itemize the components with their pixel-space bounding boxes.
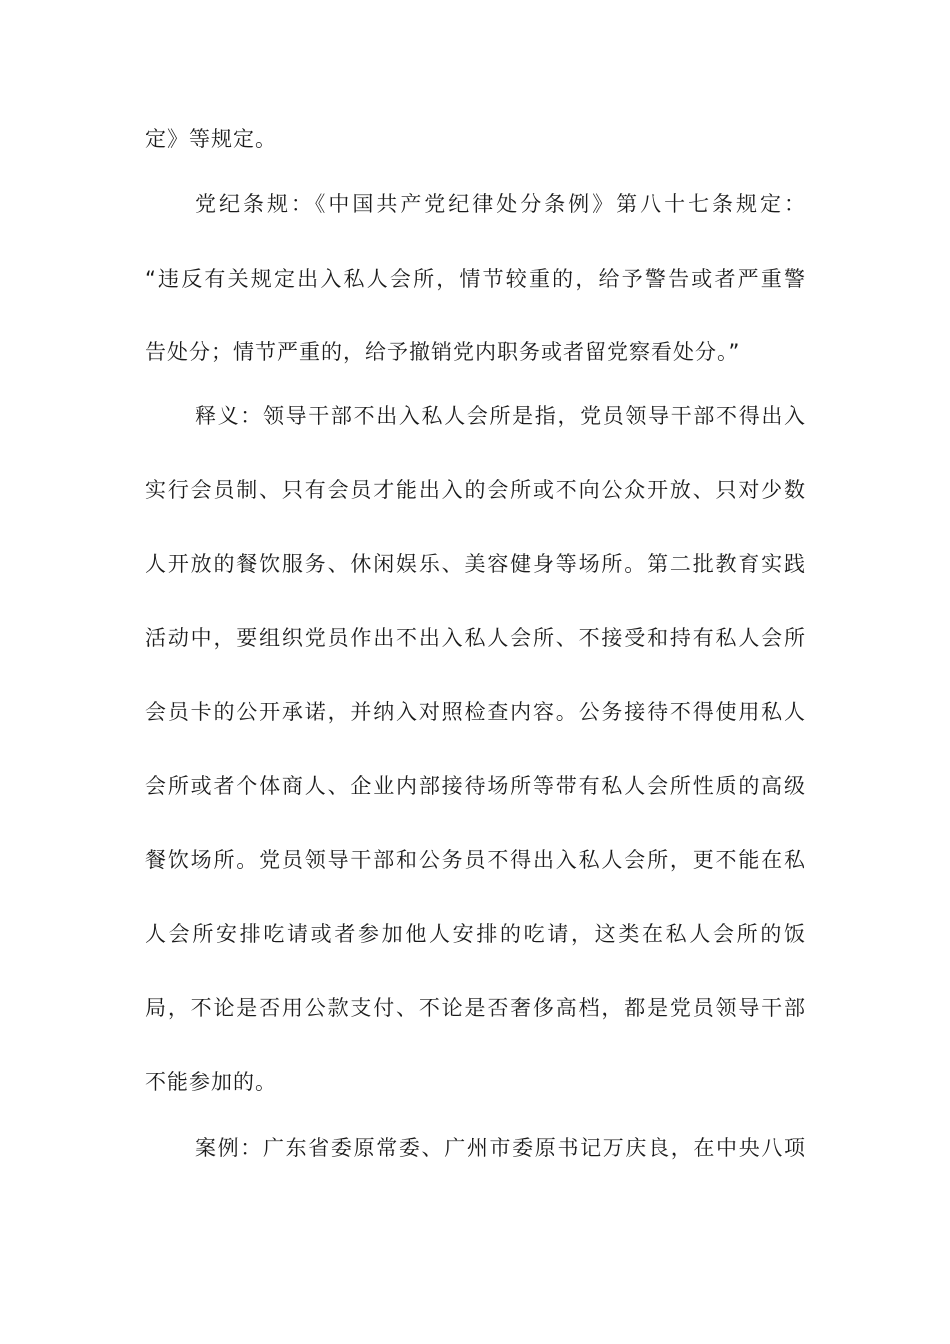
text-line: 局，不论是否用公款支付、不论是否奢侈高档，都是党员领导干部: [145, 996, 805, 1020]
text-line: 案例：广东省委原常委、广州市委原书记万庆良，在中央八项: [195, 1136, 805, 1160]
text-line: 释义：领导干部不出入私人会所是指，党员领导干部不得出入: [195, 404, 805, 428]
text-line: 人开放的餐饮服务、休闲娱乐、美容健身等场所。第二批教育实践: [145, 552, 805, 576]
text-line: 活动中，要组织党员作出不出入私人会所、不接受和持有私人会所: [145, 626, 805, 650]
text-line: 餐饮场所。党员领导干部和公务员不得出入私人会所，更不能在私: [145, 848, 805, 872]
text-line: 实行会员制、只有会员才能出入的会所或不向公众开放、只对少数: [145, 478, 805, 502]
text-line: 会所或者个体商人、企业内部接待场所等带有私人会所性质的高级: [145, 774, 805, 798]
text-line: 不能参加的。: [145, 1070, 277, 1094]
text-line: 会员卡的公开承诺，并纳入对照检查内容。公务接待不得使用私人: [145, 700, 805, 724]
text-line: 人会所安排吃请或者参加他人安排的吃请，这类在私人会所的饭: [145, 922, 805, 946]
text-line: “违反有关规定出入私人会所，情节较重的，给予警告或者严重警: [145, 267, 805, 291]
text-line: 党纪条规：《中国共产党纪律处分条例》第八十七条规定：: [195, 192, 805, 216]
text-line: 告处分；情节严重的，给予撤销党内职务或者留党察看处分。”: [145, 340, 741, 364]
text-line: 定》等规定。: [145, 127, 277, 151]
